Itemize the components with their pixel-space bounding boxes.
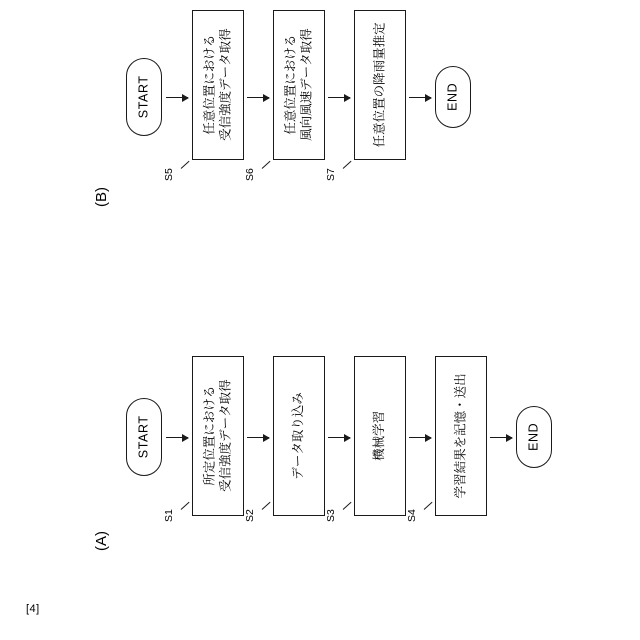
flow-b-arrow-1 bbox=[166, 97, 188, 98]
flow-b-step2 bbox=[273, 10, 325, 160]
flow-b-step2-label: 任意位置における 風向風速データ取得 bbox=[283, 28, 314, 142]
flow-b-arrow-4 bbox=[409, 97, 431, 98]
flow-a-step3 bbox=[354, 356, 406, 516]
flow-a-step1 bbox=[192, 356, 244, 516]
flow-b-arrow-3 bbox=[328, 97, 350, 98]
flow-b-step3-label: 任意位置の降雨量推定 bbox=[372, 22, 387, 148]
flow-a-end-label: END bbox=[526, 422, 541, 452]
flow-b-leader-s6 bbox=[262, 161, 271, 169]
panel-letter-b: (B) bbox=[93, 187, 110, 207]
panel-letter-a: (A) bbox=[93, 531, 110, 551]
flow-b-end-label: END bbox=[445, 82, 460, 112]
flow-b-end bbox=[435, 66, 471, 128]
figure-number: [4] bbox=[26, 603, 40, 615]
flow-a-leader-s1 bbox=[181, 502, 190, 510]
flow-a-step-label-s2: S2 bbox=[244, 509, 256, 522]
flow-a-start bbox=[126, 398, 162, 476]
flow-a-arrow-5 bbox=[490, 437, 512, 438]
flow-a-end bbox=[516, 406, 552, 468]
flow-a-step-label-s4: S4 bbox=[406, 509, 418, 522]
flow-b-step1 bbox=[192, 10, 244, 160]
flow-a-arrow-3 bbox=[328, 437, 350, 438]
flow-b-step-label-s5: S5 bbox=[163, 168, 175, 181]
flow-a-arrow-1 bbox=[166, 437, 188, 438]
flow-a-arrow-4 bbox=[409, 437, 431, 438]
flow-b-start-label: START bbox=[136, 75, 151, 119]
flow-a-leader-s4 bbox=[424, 502, 433, 510]
flow-a-leader-s3 bbox=[343, 502, 352, 510]
flow-a-step2-label: データ取り込み bbox=[291, 392, 306, 480]
flow-a-step2 bbox=[273, 356, 325, 516]
flow-b-step1-label: 任意位置における 受信強度データ取得 bbox=[202, 28, 233, 142]
flow-b-step3 bbox=[354, 10, 406, 160]
flow-b-start bbox=[126, 58, 162, 136]
flow-b-arrow-2 bbox=[247, 97, 269, 98]
flow-a-step-label-s3: S3 bbox=[325, 509, 337, 522]
flow-b-step-label-s6: S6 bbox=[244, 168, 256, 181]
flow-a-start-label: START bbox=[136, 415, 151, 459]
flow-b-leader-s5 bbox=[181, 161, 190, 169]
flow-b-step-label-s7: S7 bbox=[325, 168, 337, 181]
flow-a-step4-label: 学習結果を記憶・送出 bbox=[453, 373, 468, 499]
flow-a-step3-label: 機械学習 bbox=[372, 410, 387, 462]
flow-a-step1-label: 所定位置における 受信強度データ取得 bbox=[202, 379, 233, 493]
flow-a-step4 bbox=[435, 356, 487, 516]
flow-a-leader-s2 bbox=[262, 502, 271, 510]
flow-a-step-label-s1: S1 bbox=[163, 509, 175, 522]
flow-b-leader-s7 bbox=[343, 161, 352, 169]
flow-a-arrow-2 bbox=[247, 437, 269, 438]
